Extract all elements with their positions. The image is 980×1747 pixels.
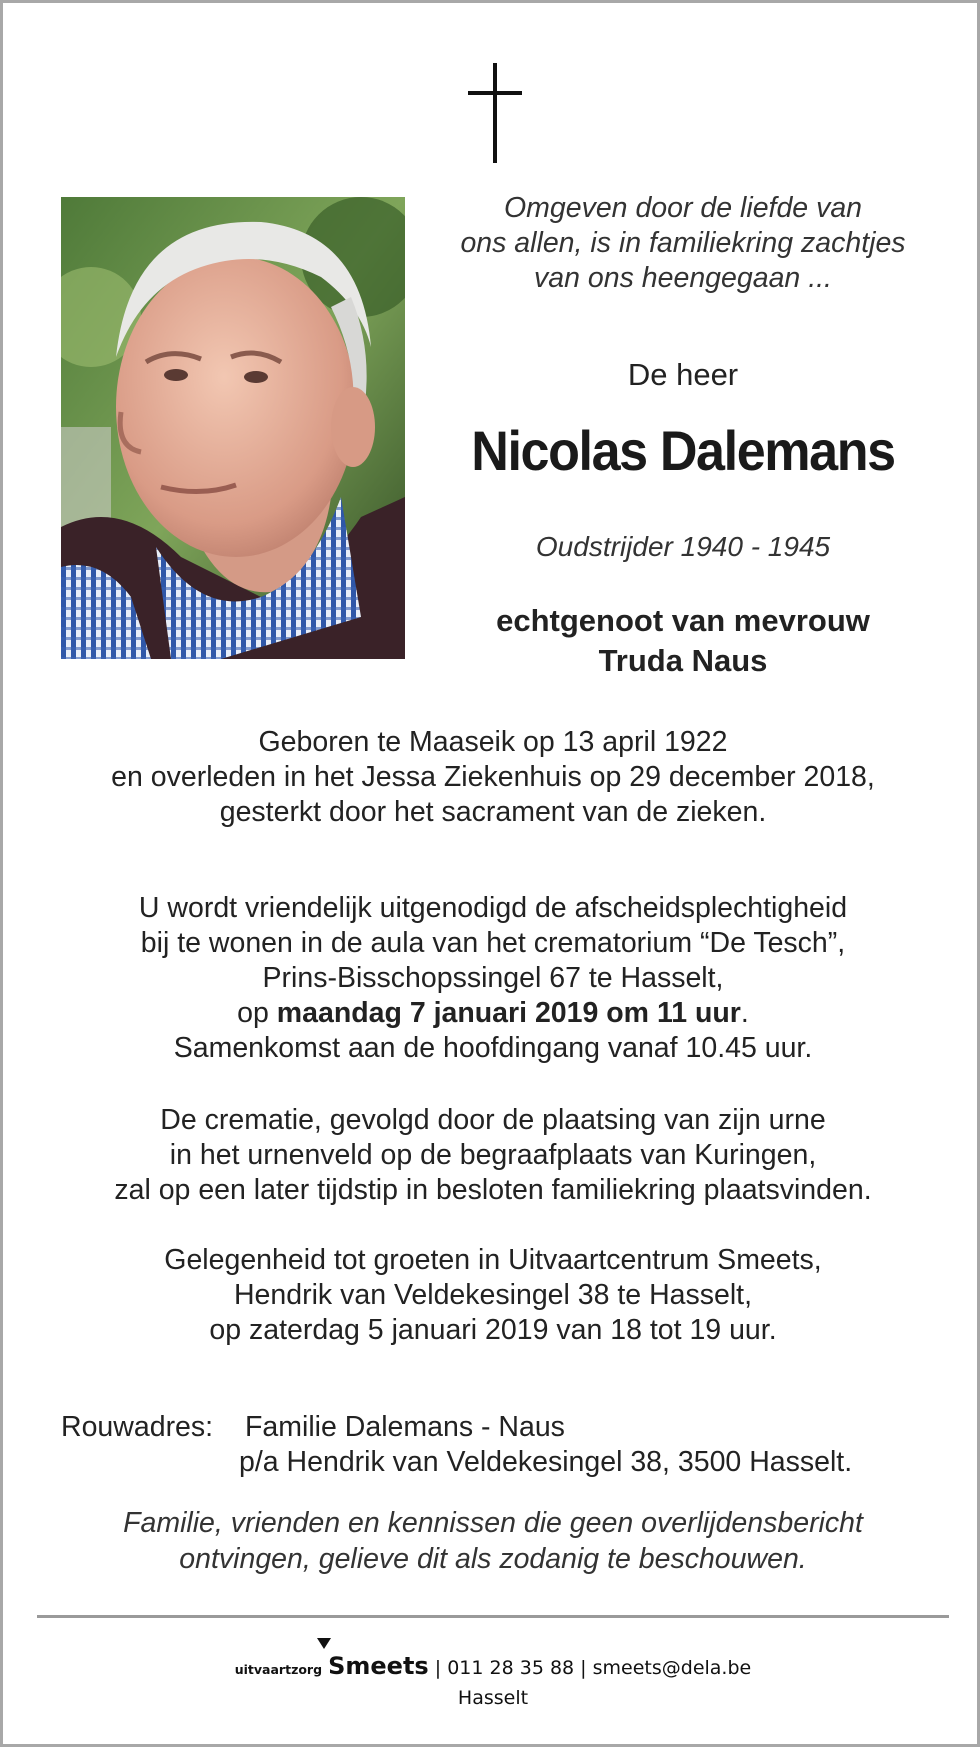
mourning-address-label: Rouwadres: [61,1411,214,1443]
ceremony-date: maandag 7 januari 2019 om 11 uur [276,997,741,1029]
footer-contact-line [143,1651,843,1685]
deceased-subtitle: Oudstrijder 1940 - 1945 [535,531,831,562]
funeral-home-footer [143,1651,843,1711]
phone-number: 011 28 35 88 [447,1657,575,1679]
cremation-paragraph [23,1103,963,1208]
intro-line: Omgeven door de liefde van [503,192,863,224]
paragraph-line: zal op een later tijdstip in besloten familiekring plaatsvinden. [114,1174,872,1206]
paragraph-line: De crematie, gevolgd door de plaatsing van zijn urne [160,1104,826,1136]
paragraph-line: en overleden in het Jessa Ziekenhuis op 29 december 2018, [111,761,875,793]
paragraph-line: op zaterdag 5 januari 2019 van 18 tot 19 uur. [209,1314,777,1346]
paragraph-line: U wordt vriendelijk uitgenodigd de afscheidsplechtigheid [138,892,848,924]
paragraph-line: Samenkomst aan de hoofdingang vanaf 10.45 uur. [173,1032,813,1064]
mourning-address-street: p/a Hendrik van Veldekesingel 38, 3500 Hasselt. [239,1446,853,1478]
spouse-info [423,601,943,681]
date-suffix: . [740,997,749,1029]
intro-line: ons allen, is in familiekring zachtjes [460,227,906,259]
paragraph-line: in het urnenveld op de begraafplaats van Kuringen, [169,1139,817,1171]
birth-death-paragraph [23,725,963,830]
spouse-line: echtgenoot van mevrouw [496,603,870,638]
ceremony-date-line [23,996,963,1031]
notice-note [43,1505,943,1577]
cross-icon [468,63,522,163]
paragraph-line: Geboren te Maaseik op 13 april 1922 [258,726,728,758]
separator: | [580,1657,587,1679]
footer-city: Hasselt [457,1687,529,1709]
honorific: De heer [627,357,739,392]
paragraph-line: Hendrik van Veldekesingel 38 te Hasselt, [233,1279,753,1311]
visitation-paragraph [23,1243,963,1348]
note-line: Familie, vrienden en kennissen die geen overlijdensbericht [123,1507,863,1539]
spouse-name: Truda Naus [598,643,768,678]
paragraph-line: bij te wonen in de aula van het crematorium “De Tesch”, [140,927,846,959]
portrait-photo [61,197,405,659]
deceased-name: Nicolas Dalemans [471,419,895,482]
mourning-address-family: Familie Dalemans - Naus [245,1411,565,1443]
paragraph-line: Gelegenheid tot groeten in Uitvaartcentrum Smeets, [164,1244,822,1276]
ceremony-paragraph [23,891,963,1066]
intro-line: van ons heengegaan ... [534,262,832,294]
paragraph-line: gesterkt door het sacrament van de zieken. [219,796,767,828]
brand-prefix: uitvaartzorg [234,1662,323,1677]
separator: | [434,1657,442,1679]
divider [37,1615,949,1618]
paragraph-line: Prins-Bisschopssingel 67 te Hasselt, [262,962,724,994]
intro-text [423,191,943,296]
triangle-mark-icon [317,1638,331,1649]
brand-name: Smeets [328,1652,429,1680]
email-address: smeets@dela.be [592,1657,752,1679]
note-line: ontvingen, gelieve dit als zodanig te beschouwen. [179,1543,807,1575]
brand-logo [328,1652,429,1680]
date-prefix: op [237,997,269,1029]
